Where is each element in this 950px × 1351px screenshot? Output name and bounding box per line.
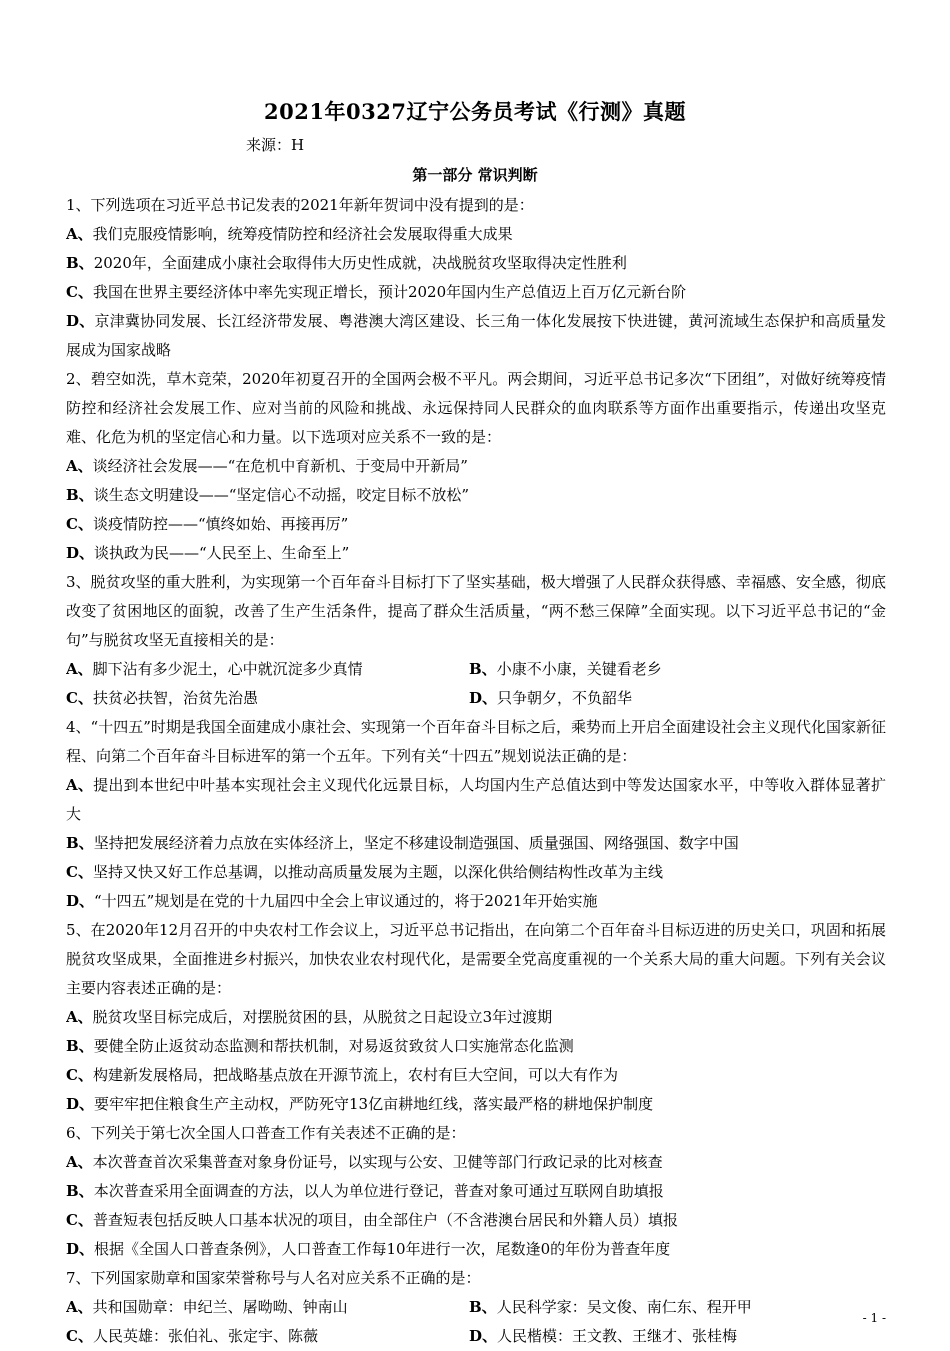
option-label: A、: [66, 457, 93, 475]
option-label: D、: [66, 312, 95, 330]
option-text: 谈生态文明建设——“坚定信心不动摇，咬定目标不放松”: [93, 486, 470, 504]
document-title: 2021年0327辽宁公务员考试《行测》真题: [264, 99, 686, 124]
question-2-option-d: [66, 539, 886, 568]
page-number: - 1 -: [862, 1311, 886, 1325]
option-label: B、: [469, 660, 497, 678]
option-label: A、: [66, 776, 94, 794]
option-text: 人民科学家：吴文俊、南仁东、程开甲: [496, 1298, 752, 1316]
question-4-option-d: [66, 887, 886, 916]
question-2-stem: 2、碧空如洗，草木竞荣，2020年初夏召开的全国两会极不平凡。两会期间，习近平总书记多次“下团组”，对做好统筹疫情防控和经济社会发展工作、应对当前的风险和挑战、永远保持同人民群众的血肉联系等方面作出重要指示，传递出攻坚克难、化危为机的坚定信心和力量。以下选项对应关系不一致的是：: [66, 370, 886, 446]
option-label: B、: [66, 254, 94, 272]
option-label: D、: [66, 1240, 95, 1258]
question-1-option-b: [66, 249, 886, 278]
option-label: C、: [66, 1066, 93, 1084]
option-label: A、: [66, 1298, 93, 1316]
question-3-option-b: [469, 655, 872, 684]
option-label: A、: [66, 1153, 93, 1171]
question-2-option-b: [66, 481, 886, 510]
option-text: 脱贫攻坚目标完成后，对摆脱贫困的县，从脱贫之日起设立3年过渡期: [92, 1008, 553, 1026]
option-label: D、: [469, 689, 498, 707]
option-text: 谈执政为民——“人民至上、生命至上”: [94, 544, 350, 562]
option-label: C、: [66, 1327, 93, 1345]
option-text: 2020年，全面建成小康社会取得伟大历史性成就，决战脱贫攻坚取得决定性胜利: [93, 254, 627, 272]
question-7-option-c: [66, 1322, 469, 1351]
question-3-option-c: [66, 684, 469, 713]
option-label: B、: [66, 1182, 94, 1200]
question-6-option-d: [66, 1235, 886, 1264]
option-text: 我们克服疫情影响，统筹疫情防控和经济社会发展取得重大成果: [92, 225, 513, 243]
option-label: B、: [469, 1298, 497, 1316]
question-7-option-d: [469, 1322, 872, 1351]
option-text: 我国在世界主要经济体中率先实现正增长，预计2020年国内生产总值迈上百万亿元新台阶: [92, 283, 687, 301]
option-text: 脚下沾有多少泥土，心中就沉淀多少真情: [92, 660, 363, 678]
option-text: 要健全防止返贫动态监测和帮扶机制，对易返贫致贫人口实施常态化监测: [93, 1037, 574, 1055]
option-text: “十四五”规划是在党的十九届四中全会上审议通过的，将于2021年开始实施: [94, 892, 598, 910]
option-text: 共和国勋章：申纪兰、屠呦呦、钟南山: [92, 1298, 348, 1316]
question-1-option-c: [66, 278, 886, 307]
option-label: B、: [66, 1037, 94, 1055]
option-text: 人民楷模：王文教、王继才、张桂梅: [497, 1327, 738, 1345]
question-5-option-c: [66, 1061, 886, 1090]
option-text: 要牢牢把住粮食生产主动权，严防死守13亿亩耕地红线，落实最严格的耕地保护制度: [94, 1095, 654, 1113]
option-label: C、: [66, 1211, 93, 1229]
option-text: 普查短表包括反映人口基本状况的项目，由全部住户（不含港澳台居民和外籍人员）填报: [92, 1211, 678, 1229]
option-label: D、: [66, 544, 95, 562]
question-7-option-b: [469, 1293, 872, 1322]
option-label: A、: [66, 225, 93, 243]
option-label: D、: [469, 1327, 498, 1345]
question-4-stem: 4、“十四五”时期是我国全面建成小康社会、实现第一个百年奋斗目标之后，乘势而上开启全面建设社会主义现代化国家新征程、向第二个百年奋斗目标进军的第一个五年。下列有关“十四五”规划说法正确的是：: [66, 718, 886, 765]
question-3-option-a: [66, 655, 469, 684]
question-3-options-row-2: [66, 684, 886, 713]
option-label: B、: [66, 486, 94, 504]
option-label: D、: [66, 1095, 95, 1113]
question-7-option-a: [66, 1293, 469, 1322]
question-5-option-a: [66, 1003, 886, 1032]
option-text: 只争朝夕，不负韶华: [497, 689, 633, 707]
option-label: A、: [66, 660, 93, 678]
option-label: C、: [66, 689, 93, 707]
source-line: 来源：H: [246, 136, 305, 154]
question-1-stem: 1、下列选项在习近平总书记发表的2021年新年贺词中没有提到的是：: [66, 196, 534, 214]
option-label: A、: [66, 1008, 93, 1026]
option-text: 构建新发展格局，把战略基点放在开源节流上，农村有巨大空间，可以大有作为: [92, 1066, 618, 1084]
option-text: 提出到本世纪中叶基本实现社会主义现代化远景目标，人均国内生产总值达到中等发达国家水平，中等收入群体显著扩大: [66, 776, 887, 823]
question-2-option-c: [66, 510, 886, 539]
option-text: 坚持又快又好工作总基调，以推动高质量发展为主题，以深化供给侧结构性改革为主线: [92, 863, 663, 881]
question-1-option-d: [66, 307, 886, 365]
question-4-option-b: [66, 829, 886, 858]
question-6-option-a: [66, 1148, 886, 1177]
option-text: 扶贫必扶智，治贫先治愚: [92, 689, 258, 707]
question-7-options-row-1: [66, 1293, 886, 1322]
option-text: 本次普查采用全面调查的方法，以人为单位进行登记，普查对象可通过互联网自助填报: [93, 1182, 664, 1200]
question-7-stem: 7、下列国家勋章和国家荣誉称号与人名对应关系不正确的是：: [66, 1269, 481, 1287]
option-text: 根据《全国人口普查条例》，人口普查工作每10年进行一次，尾数逢0的年份为普查年度: [94, 1240, 671, 1258]
question-5-stem: 5、在2020年12月召开的中央农村工作会议上，习近平总书记指出，在向第二个百年奋斗目标迈进的历史关口，巩固和拓展脱贫攻坚成果，全面推进乡村振兴，加快农业农村现代化，是需要全党高度重视的一个关系大局的重大问题。下列有关会议主要内容表述正确的是：: [66, 921, 886, 997]
question-3-option-d: [469, 684, 872, 713]
option-text: 本次普查首次采集普查对象身份证号，以实现与公安、卫健等部门行政记录的比对核查: [92, 1153, 663, 1171]
question-5-option-d: [66, 1090, 886, 1119]
question-3-stem: 3、脱贫攻坚的重大胜利，为实现第一个百年奋斗目标打下了坚实基础，极大增强了人民群众获得感、幸福感、安全感，彻底改变了贫困地区的面貌，改善了生产生活条件，提高了群众生活质量，“两不愁三保障”全面实现。以下习近平总书记的“金句”与脱贫攻坚无直接相关的是：: [66, 573, 886, 649]
question-6-option-c: [66, 1206, 886, 1235]
questions-body: [66, 191, 886, 1351]
question-6-option-b: [66, 1177, 886, 1206]
option-text: 坚持把发展经济着力点放在实体经济上，坚定不移建设制造强国、质量强国、网络强国、数字中国: [93, 834, 739, 852]
question-4-option-a: [66, 771, 886, 829]
question-3-options-row-1: [66, 655, 886, 684]
question-7-options-row-2: [66, 1322, 886, 1351]
question-4-option-c: [66, 858, 886, 887]
option-label: D、: [66, 892, 95, 910]
question-6-stem: 6、下列关于第七次全国人口普查工作有关表述不正确的是：: [66, 1124, 466, 1142]
option-text: 谈疫情防控——“慎终如始、再接再厉”: [92, 515, 349, 533]
section-heading: 第一部分 常识判断: [412, 166, 538, 184]
option-label: B、: [66, 834, 94, 852]
option-text: 人民英雄：张伯礼、张定宇、陈薇: [92, 1327, 318, 1345]
question-5-option-b: [66, 1032, 886, 1061]
option-text: 小康不小康，关键看老乡: [496, 660, 662, 678]
option-label: C、: [66, 283, 93, 301]
option-label: C、: [66, 515, 93, 533]
option-label: C、: [66, 863, 93, 881]
question-1-option-a: [66, 220, 886, 249]
option-text: 谈经济社会发展——“在危机中育新机、于变局中开新局”: [92, 457, 468, 475]
question-2-option-a: [66, 452, 886, 481]
option-text: 京津冀协同发展、长江经济带发展、粤港澳大湾区建设、长三角一体化发展按下快进键，黄河流域生态保护和高质量发展成为国家战略: [66, 312, 886, 359]
